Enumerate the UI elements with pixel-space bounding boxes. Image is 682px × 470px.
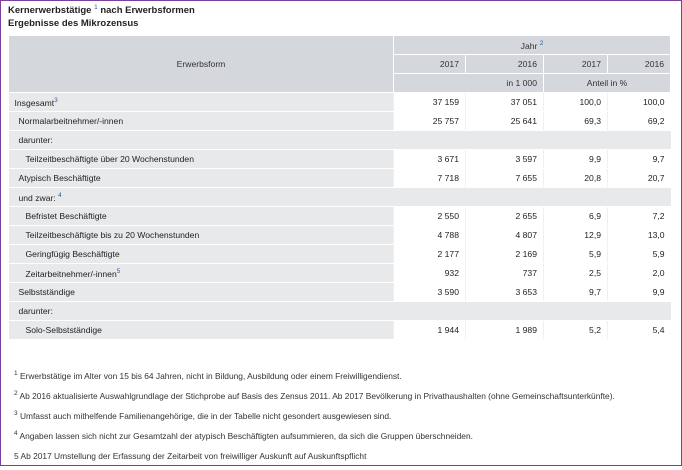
cell-value: 69,2 <box>608 112 671 131</box>
table-title <box>8 4 195 30</box>
header-year: 2016 <box>466 55 544 74</box>
cell-value: 100,0 <box>608 93 671 112</box>
row-label: Atypisch Beschäftigte <box>9 169 394 188</box>
cell-value: 37 051 <box>466 93 544 112</box>
row-label: Teilzeitbeschäftigte bis zu 20 Wochenstunden <box>9 226 394 245</box>
table-row <box>9 226 671 245</box>
table-row <box>9 169 671 188</box>
cell-value: 13,0 <box>608 226 671 245</box>
header-year: 2017 <box>544 55 608 74</box>
cell-value: 7 655 <box>466 169 544 188</box>
row-label: Zeitarbeitnehmer/-innen$^5$ <box>9 264 394 283</box>
row-label: Normalarbeitnehmer/-innen <box>9 112 394 131</box>
header-jahr-footnote-ref[interactable]: 2 <box>539 39 544 47</box>
cell-value: 2 177 <box>394 245 466 264</box>
table-row <box>9 321 671 340</box>
cell-value: 3 671 <box>394 150 466 169</box>
cell-value: 6,9 <box>544 207 608 226</box>
footnote: $^1$ Erwerbstätige im Alter von 15 bis 64 Jahren, nicht in Bildung, Ausbildung oder einem Freiwilligendienst. <box>14 370 402 381</box>
cell-value: 9,9 <box>608 283 671 302</box>
cell-value: 4 788 <box>394 226 466 245</box>
table-row <box>9 150 671 169</box>
cell-value: 7 718 <box>394 169 466 188</box>
header-erwerbsform: Erwerbsform <box>9 36 394 93</box>
header-jahr: Jahr $^2$ <box>394 36 671 55</box>
row-label: darunter: <box>9 131 394 150</box>
cell-value: 1 944 <box>394 321 466 340</box>
cell-value: 5,2 <box>544 321 608 340</box>
cell-value: 25 757 <box>394 112 466 131</box>
cell-value: 2,0 <box>608 264 671 283</box>
cell-value: 69,3 <box>544 112 608 131</box>
cell-value: 2 655 <box>466 207 544 226</box>
table-row <box>9 245 671 264</box>
cell-value: 9,7 <box>608 150 671 169</box>
footnote: $^2$ Ab 2016 aktualisierte Auswahlgrundlage der Stichprobe auf Basis des Zensus 2011. Ab 2017 Bevölkerung in Privathaushalten (ohne Gemeinschaftsunterkünfte). <box>14 390 615 401</box>
cell-value: 20,8 <box>544 169 608 188</box>
footnotes <box>14 370 615 470</box>
table-row <box>9 283 671 302</box>
footnote: 5 Ab 2017 Umstellung der Erfassung der Zeitarbeit von freiwilliger Auskunft auf Auskunftspflicht <box>14 451 367 461</box>
row-label: Befristet Beschäftigte <box>9 207 394 226</box>
table-row <box>9 131 671 150</box>
cell-value: 9,9 <box>544 150 608 169</box>
cell-value: 3 597 <box>466 150 544 169</box>
cell-value: 3 590 <box>394 283 466 302</box>
cell-value: 25 641 <box>466 112 544 131</box>
table-row <box>9 93 671 112</box>
row-label: Teilzeitbeschäftigte über 20 Wochenstunden <box>9 150 394 169</box>
cell-value: 4 807 <box>466 226 544 245</box>
row-label: Solo-Selbstständige <box>9 321 394 340</box>
cell-value: 5,4 <box>608 321 671 340</box>
cell-value: 9,7 <box>544 283 608 302</box>
cell-value: 2 169 <box>466 245 544 264</box>
header-year: 2017 <box>394 55 466 74</box>
cell-value: 5,9 <box>544 245 608 264</box>
footnote: $^4$ Angaben lassen sich nicht zur Gesamtzahl der atypisch Beschäftigten aufsummieren, da sich die Gruppen überschneiden. <box>14 430 473 441</box>
cell-value: 2 550 <box>394 207 466 226</box>
title-line1: Kernerwerbstätige <box>8 5 92 16</box>
cell-value: 3 653 <box>466 283 544 302</box>
row-label: Geringfügig Beschäftigte <box>9 245 394 264</box>
header-unit-absolute: in 1 000 <box>394 74 544 93</box>
title-line1-rest: nach Erwerbsformen <box>100 5 195 16</box>
row-label: und zwar: $^4$ <box>9 188 394 207</box>
row-label: darunter: <box>9 302 394 321</box>
cell-value: 20,7 <box>608 169 671 188</box>
cell-value: 7,2 <box>608 207 671 226</box>
cell-value: 1 989 <box>466 321 544 340</box>
cell-value: 37 159 <box>394 93 466 112</box>
cell-value: 12,9 <box>544 226 608 245</box>
row-footnote-ref[interactable]: 5 <box>116 267 121 275</box>
data-table <box>8 35 671 340</box>
cell-value: 932 <box>394 264 466 283</box>
table-row <box>9 207 671 226</box>
table-row <box>9 112 671 131</box>
row-footnote-ref[interactable]: 3 <box>54 96 58 104</box>
row-label: Insgesamt$^3$ <box>9 93 394 112</box>
table-row <box>9 302 671 321</box>
cell-value: 2,5 <box>544 264 608 283</box>
header-unit-share: Anteil in % <box>544 74 671 93</box>
title-line2: Ergebnisse des Mikrozensus <box>8 18 139 29</box>
title-footnote-ref[interactable]: 1 <box>94 3 98 11</box>
cell-value: 737 <box>466 264 544 283</box>
row-label: Selbstständige <box>9 283 394 302</box>
row-footnote-ref[interactable]: 4 <box>58 191 62 199</box>
cell-value: 5,9 <box>608 245 671 264</box>
table-row <box>9 264 671 283</box>
table-row <box>9 188 671 207</box>
cell-value: 100,0 <box>544 93 608 112</box>
footnote: $^3$ Umfasst auch mithelfende Familienangehörige, die in der Tabelle nicht gesondert ausgewiesen sind. <box>14 410 392 421</box>
header-year: 2016 <box>608 55 671 74</box>
